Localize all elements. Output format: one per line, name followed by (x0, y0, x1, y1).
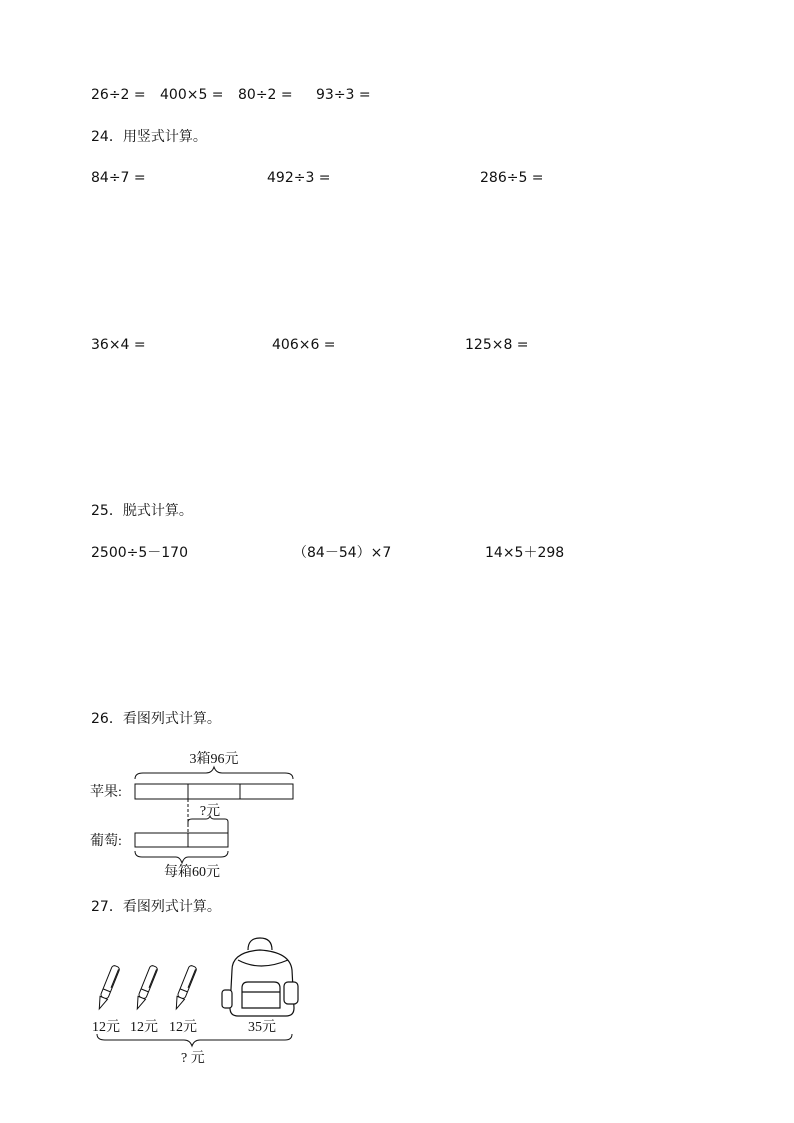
bottom-brace (135, 851, 228, 863)
grape-bar (135, 833, 228, 847)
question-27-title: 27．看图列式计算。 (91, 899, 221, 915)
oral-item: 80÷2 = (238, 87, 293, 103)
bar-model-diagram (88, 745, 303, 880)
vertical-calc-item: 84÷7 = (91, 170, 146, 186)
vertical-calc-item: 492÷3 = (267, 170, 331, 186)
price-label: 35元 (248, 1020, 276, 1035)
price-label: 12元 (92, 1020, 120, 1035)
oral-item: 26÷2 = (91, 87, 146, 103)
price-label: 12元 (130, 1020, 158, 1035)
stepwise-calc-item: 2500÷5－170 (91, 545, 188, 561)
vertical-calc-item: 286÷5 = (480, 170, 544, 186)
apple-label: 苹果: (90, 785, 122, 800)
price-label: 12元 (169, 1020, 197, 1035)
question-brace (188, 816, 228, 833)
vertical-calc-item: 36×4 = (91, 337, 146, 353)
top-total-label: 3箱96元 (189, 752, 239, 767)
oral-item: 93÷3 = (316, 87, 371, 103)
backpack-icon (222, 938, 298, 1016)
question-label: ?元 (199, 804, 221, 819)
top-brace (135, 767, 293, 779)
question-24-title: 24．用竖式计算。 (91, 129, 207, 145)
question-25-title: 25．脱式计算。 (91, 503, 193, 519)
total-brace (97, 1034, 292, 1046)
pen-icon (173, 965, 198, 1011)
total-label: ? 元 (181, 1051, 205, 1066)
vertical-calc-item: 406×6 = (272, 337, 336, 353)
vertical-calc-item: 125×8 = (465, 337, 529, 353)
shopping-diagram (88, 930, 308, 1075)
stepwise-calc-item: （84－54）×7 (293, 545, 392, 561)
bottom-label: 每箱60元 (164, 865, 220, 880)
stepwise-calc-item: 14×5＋298 (485, 545, 565, 561)
pen-icon (96, 965, 121, 1011)
question-26-title: 26．看图列式计算。 (91, 711, 221, 727)
grape-label: 葡萄: (90, 834, 122, 849)
pen-icon (134, 965, 159, 1011)
oral-item: 400×5 = (160, 87, 224, 103)
apple-bar (135, 784, 293, 799)
